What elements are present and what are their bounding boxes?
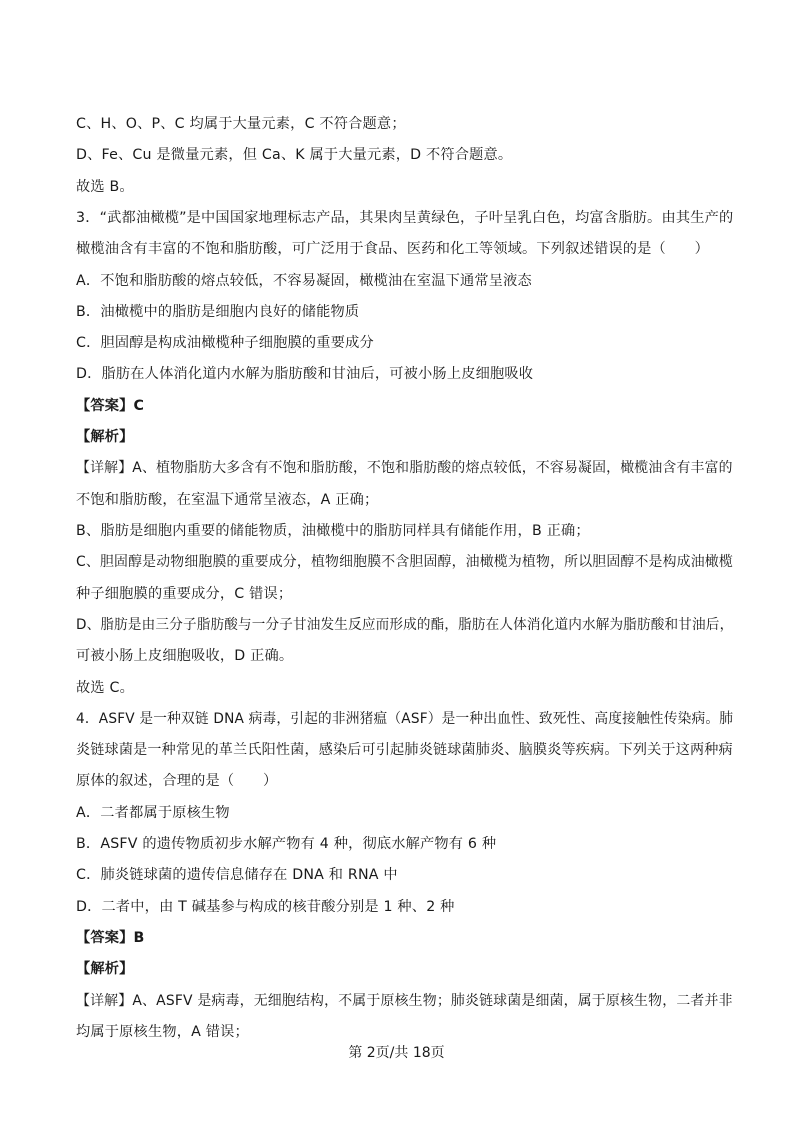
analysis-label: 【解析】 xyxy=(76,429,134,445)
explanation-line: 可被小肠上皮细胞吸收，D 正确。 xyxy=(76,648,294,664)
option-b: B．ASFV 的遗传物质初步水解产物有 4 种，彻底水解产物有 6 种 xyxy=(76,836,497,852)
option-a: A．不饱和脂肪酸的熔点较低，不容易凝固，橄榄油在室温下通常呈液态 xyxy=(76,273,532,289)
page-footer: 第 2页/共 18页 xyxy=(348,1045,445,1061)
question-4-stem: 炎链球菌是一种常见的革兰氏阳性菌，感染后可引起肺炎链球菌肺炎、脑膜炎等疾病。下列关于这两种病 xyxy=(76,742,733,758)
option-d: D．二者中，由 T 碱基参与构成的核苷酸分别是 1 种、2 种 xyxy=(76,899,455,915)
question-3-stem: 3．“武都油橄榄”是中国国家地理标志产品，其果肉呈黄绿色，子叶呈乳白色，均富含脂肪。由其生产的 xyxy=(76,210,734,226)
text-line: 故选 C。 xyxy=(76,680,134,696)
question-3-stem: 橄榄油含有丰富的不饱和脂肪酸，可广泛用于食品、医药和化工等领域。下列叙述错误的是（ ） xyxy=(76,241,710,257)
option-b: B．油橄榄中的脂肪是细胞内良好的储能物质 xyxy=(76,304,360,320)
text-line: C、H、O、P、C 均属于大量元素，C 不符合题意； xyxy=(76,116,406,132)
explanation-line: 【详解】A、植物脂肪大多含有不饱和脂肪酸，不饱和脂肪酸的熔点较低，不容易凝固，橄榄油含有丰富的 xyxy=(76,460,733,476)
option-a: A．二者都属于原核生物 xyxy=(76,805,230,821)
question-4-stem: 4．ASFV 是一种双链 DNA 病毒，引起的非洲猪瘟（ASF）是一种出血性、致死性、高度接触性传染病。肺 xyxy=(76,711,734,727)
explanation-line: 种子细胞膜的重要成分，C 错误； xyxy=(76,586,293,602)
option-c: C．肺炎链球菌的遗传信息储存在 DNA 和 RNA 中 xyxy=(76,867,398,883)
option-d: D．脂肪在人体消化道内水解为脂肪酸和甘油后，可被小肠上皮细胞吸收 xyxy=(76,366,534,382)
analysis-label: 【解析】 xyxy=(76,961,134,977)
explanation-line: 【详解】A、ASFV 是病毒，无细胞结构，不属于原核生物；肺炎链球菌是细菌，属于原核生物，二者并非 xyxy=(76,993,733,1009)
explanation-line: C、胆固醇是动物细胞膜的重要成分，植物细胞膜不含胆固醇，油橄榄为植物，所以胆固醇不是构成油橄榄 xyxy=(76,554,733,570)
explanation-line: D、脂肪是由三分子脂肪酸与一分子甘油发生反应而形成的酯，脂肪在人体消化道内水解为脂肪酸和甘油后， xyxy=(76,617,734,633)
text-line: 故选 B。 xyxy=(76,179,134,195)
answer-label: 【答案】C xyxy=(76,398,145,414)
option-c: C．胆固醇是构成油橄榄种子细胞膜的重要成分 xyxy=(76,335,374,351)
answer-label: 【答案】B xyxy=(76,930,145,946)
explanation-line: B、脂肪是细胞内重要的储能物质，油橄榄中的脂肪同样具有储能作用，B 正确； xyxy=(76,523,590,539)
question-4-stem: 原体的叙述，合理的是（ ） xyxy=(76,773,278,789)
text-line: D、Fe、Cu 是微量元素，但 Ca、K 属于大量元素，D 不符合题意。 xyxy=(76,147,513,163)
explanation-line: 均属于原核生物，A 错误； xyxy=(76,1024,249,1040)
explanation-line: 不饱和脂肪酸，在室温下通常呈液态，A 正确； xyxy=(76,492,379,508)
